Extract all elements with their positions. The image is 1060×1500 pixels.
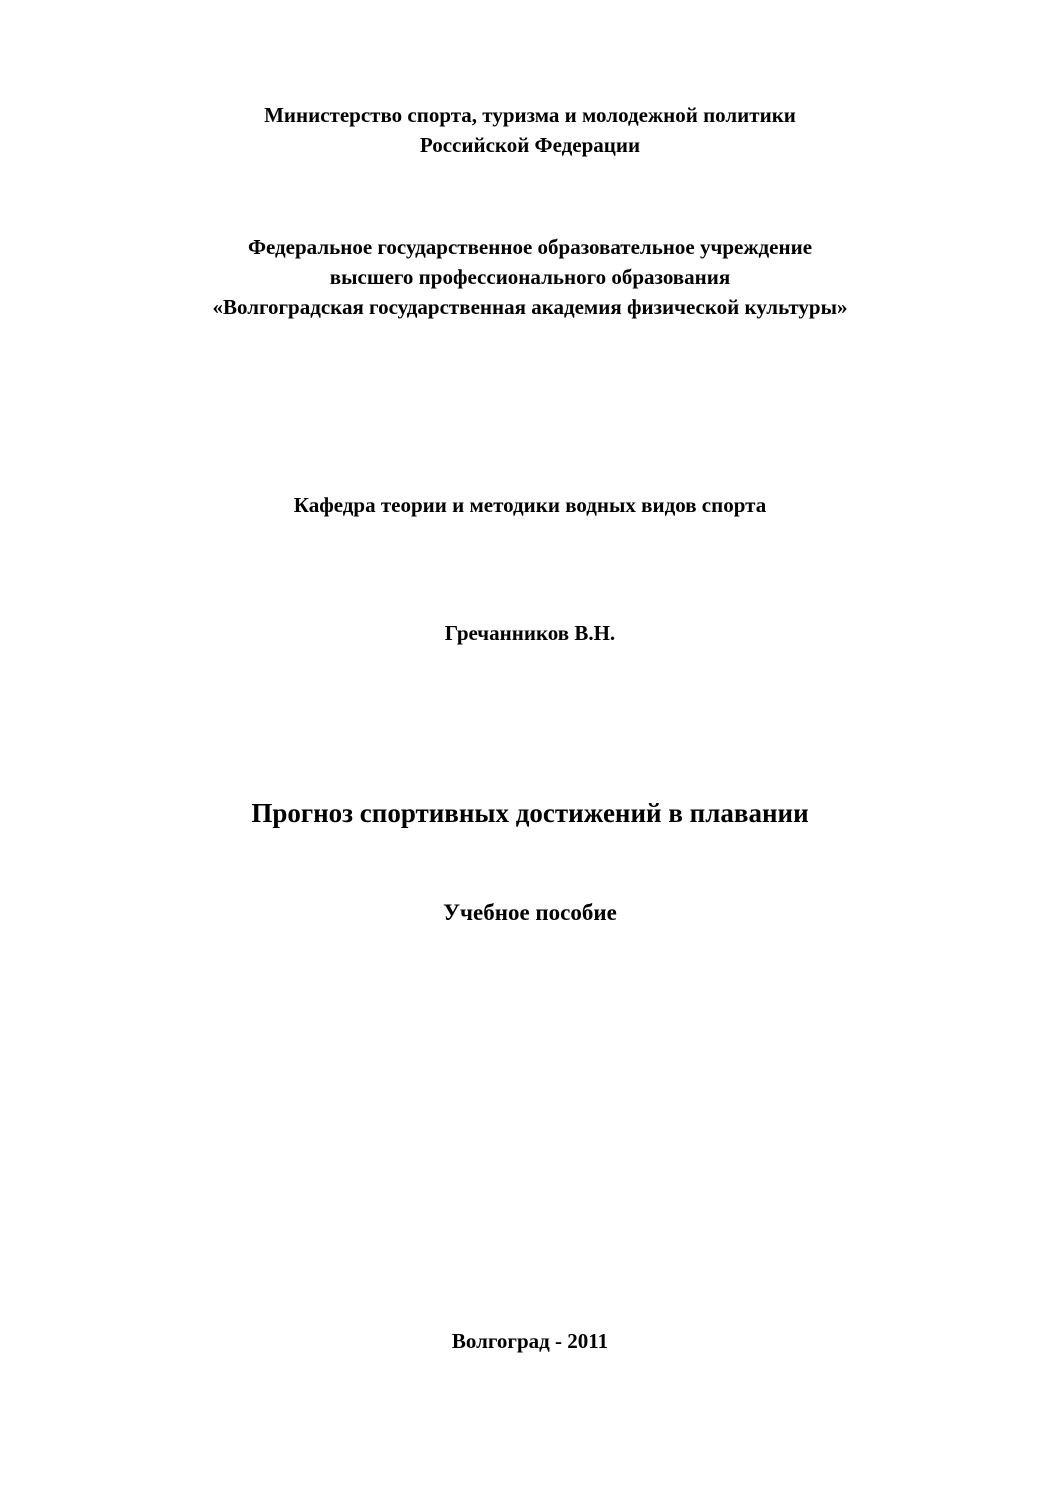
institution-line-1: Федеральное государственное образовательное учреждение (247, 235, 813, 259)
city-year: Волгоград - 2011 (451, 1329, 609, 1353)
ministry-line-1: Министерство спорта, туризма и молодежной политики (264, 103, 796, 127)
document-subtitle: Учебное пособие (443, 900, 617, 925)
author-name: Гречанников В.Н. (444, 621, 616, 645)
department-name: Кафедра теории и методики водных видов спорта (293, 493, 767, 517)
institution-line-3: «Волгоградская государственная академия физической культуры» (212, 295, 848, 319)
institution-line-2: высшего профессионального образования (329, 265, 731, 289)
document-title: Прогноз спортивных достижений в плавании (251, 798, 809, 828)
ministry-line-2: Российской Федерации (419, 133, 641, 157)
